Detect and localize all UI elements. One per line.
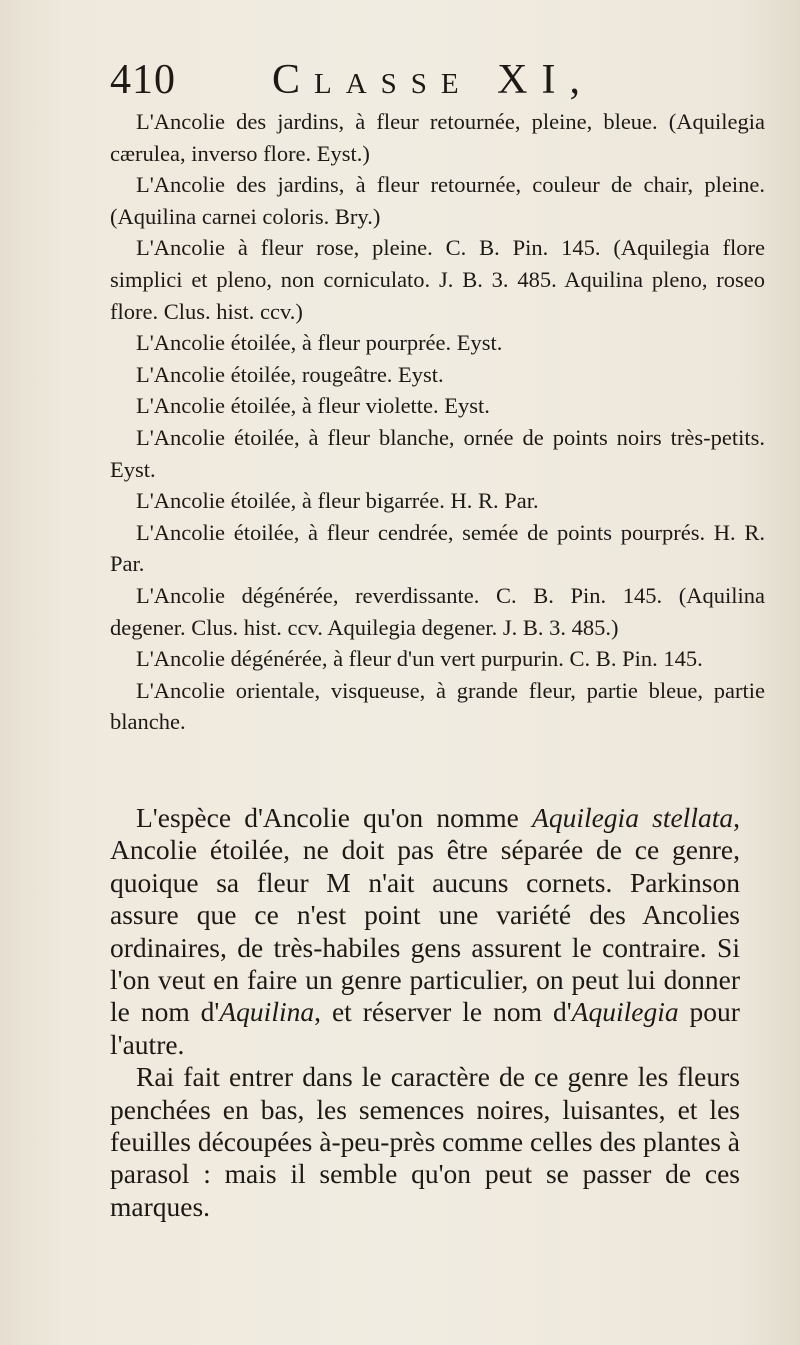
italic-term: Aquilegia stellata — [532, 802, 734, 833]
page-number: 410 — [110, 57, 176, 103]
text-run: L'espèce d'Ancolie qu'on nomme — [136, 802, 533, 833]
list-item: L'Ancolie étoilée, à fleur pourprée. Eyst. — [136, 330, 503, 356]
list-item: L'Ancolie à fleur rose, pleine. C. B. Pin. 145. (Aquilegia flore simplici et pleno, non corniculato. J. B. 3. 485. Aquilina pleno, roseo flore. Clus. hist. ccv.) — [110, 235, 765, 324]
list-item: L'Ancolie dégénérée, reverdissante. C. B. Pin. 145. (Aquilina degener. Clus. hist. ccv. Aquilegia degener. J. B. 3. 485.) — [110, 582, 765, 640]
text-run: , et réserver le nom d' — [314, 996, 572, 1028]
list-item: L'Ancolie étoilée, à fleur cendrée, semée de points pourprés. H. R. Par. — [110, 519, 765, 577]
list-item: L'Ancolie orientale, visqueuse, à grande fleur, partie bleue, partie blanche. — [110, 677, 765, 735]
page-header — [110, 52, 770, 112]
variety-list — [110, 106, 765, 738]
list-item: L'Ancolie des jardins, à fleur retournée, pleine, bleue. (Aquilegia cærulea, inverso flore. Eyst.) — [110, 109, 765, 166]
paragraph-stellata — [110, 802, 740, 1061]
text-run: pour l'autre. — [110, 996, 740, 1060]
list-item: L'Ancolie des jardins, à fleur retournée, couleur de chair, pleine. (Aquilina carnei coloris. Bry.) — [110, 172, 765, 229]
text-run: , Ancolie étoilée, ne doit pas être séparée de ce genre, quoique sa fleur M n'ait aucuns cornets. Parkinson assure que ce n'est point une variété des Ancolies ordinaires, de très-habiles gens assurent le contraire. Si l'on veut en faire un genre particulier, on peut lui donner le nom d' — [110, 802, 740, 1028]
list-item: L'Ancolie étoilée, à fleur bigarrée. H. R. Par. — [136, 488, 539, 514]
list-item: L'Ancolie étoilée, à fleur blanche, ornée de points noirs très-petits. Eyst. — [110, 424, 765, 482]
list-item: L'Ancolie étoilée, à fleur violette. Eyst. — [136, 393, 490, 419]
body-text — [110, 802, 740, 1223]
italic-term: Aquilegia — [571, 996, 679, 1028]
list-item: L'Ancolie étoilée, rougeâtre. Eyst. — [136, 361, 444, 387]
italic-term: Aquilina — [219, 996, 315, 1028]
list-item: L'Ancolie dégénérée, à fleur d'un vert purpurin. C. B. Pin. 145. — [136, 646, 703, 672]
running-title: Classe XI, — [272, 57, 594, 103]
paragraph-rai: Rai fait entrer dans le caractère de ce genre les fleurs penchées en bas, les semences noires, luisantes, et les feuilles découpées à-peu-près comme celles des plantes à parasol : mais il semble qu'on peut se passer de ces marques. — [110, 1061, 740, 1222]
